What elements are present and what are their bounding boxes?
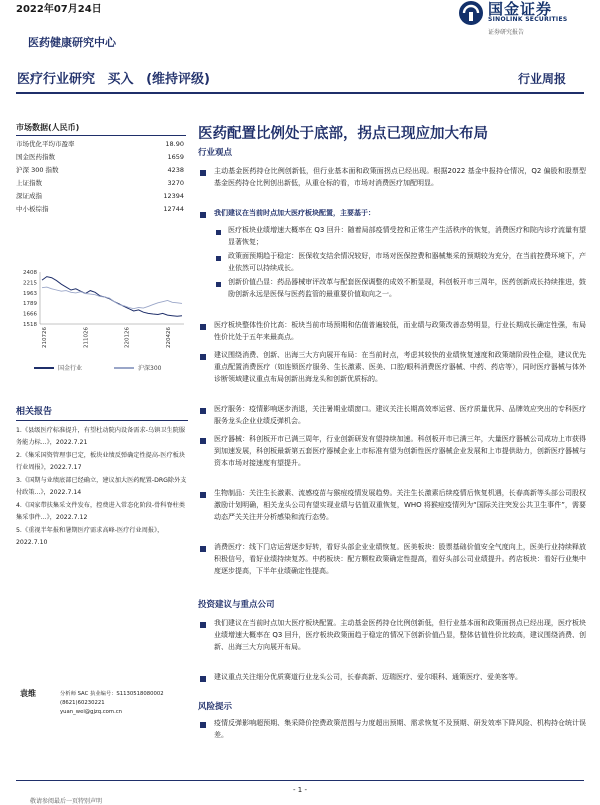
- market-data-label: 国金医药指数: [16, 153, 55, 161]
- para-reason-innovation: 创新价值凸显：药品器械审评改革与配套医保调整的成效不断显现，科创板开市三周年，医药创新成长持续推进，鼓励创新永远是医保与医药监管的最重要价值取向之一。: [228, 278, 586, 299]
- bullet-icon: [200, 722, 206, 728]
- para-medical-services: 医疗服务：疫情影响逐步消退，关注暑期业绩窗口。建议关注长期高效率运营、医疗质量优异、品牌效应突出的专科医疗服务龙头企业业绩反弹机会。: [214, 405, 586, 426]
- market-data-row: [16, 190, 186, 203]
- bullet-icon: [200, 212, 206, 218]
- para-valuation: 医疗板块整体性价比高：板块当前市场预期和估值普遍较低，而业绩与政策改善态势明显，行业长期成长确定性强，布局性价比处于五年来最高点。: [214, 321, 586, 342]
- y-tick-label: 2215: [23, 280, 37, 287]
- report-title: 医药配置比例处于底部，拐点已现应加大布局: [198, 126, 488, 142]
- sub-bullet-icon: [216, 230, 221, 235]
- market-data-title: 市场数据(人民币): [16, 123, 80, 132]
- x-tick-label: 211026: [83, 327, 90, 348]
- legend-swatch-industry: [34, 367, 54, 369]
- bullet-icon: [200, 492, 206, 498]
- market-data-value: 4238: [167, 166, 184, 174]
- rating-buy: 买入: [107, 72, 134, 87]
- logo-mark-icon: [458, 0, 484, 26]
- para-biologics: 生物制品：关注生长激素、流感疫苗与猴痘疫情发展趋势。关注生长激素后续疫情后恢复机遇，长春高新等头部公司股权激励计划明确，相关龙头公司有望实现业绩与估值双重恢复，WHO 将猴痘疫情列为“国际关注突发公共卫生事件”，需要动态严关关注并分析感染和流行态势。: [214, 489, 586, 522]
- related-report-4[interactable]: 4.《国家带扶集采文件发布，控费进入常态化阶段-骨科脊柱类集采事件...》，2022.7.12: [16, 502, 186, 521]
- market-data-row: [16, 177, 186, 190]
- market-data-label: 上证指数: [16, 179, 42, 187]
- analyst-block: [16, 682, 188, 722]
- y-tick-label: 2408: [23, 270, 37, 276]
- bullet-icon: [200, 408, 206, 414]
- analyst-name: 袁维: [20, 689, 36, 698]
- para-consumer-medical: 消费医疗：线下门店运营逐步好转，看好头部企业业绩恢复。医美板块：股票基础价值安全气度向上，医美行业持续释放积极信号，看好业绩持续复苏。中药板块：配方颗粒政策确定性提高，看好头部公司业绩提升。药店板块：看好行业集中度逐步提高，下半年业绩确定性提高。: [214, 543, 586, 576]
- series-line-hs300: [42, 287, 182, 309]
- para-risk: 疫情反弹影响超预期、集采降价控费政策范围与力度超出预期、需求恢复不及预期、研发效率下降风险、机构持仓统计误差。: [214, 719, 586, 740]
- para-fund-holdings: 主动基金医药持仓比例创新低，但行业基本面和政策面拐点已经出现。根据2022 基金中报持仓情况，Q2 偏股和股票型基金医药持仓比例创出新低，从重仓标的看，市场对消费医疗加配明显。: [214, 167, 586, 188]
- y-tick-label: 1518: [23, 322, 37, 328]
- y-tick-label: 1666: [23, 311, 37, 318]
- market-data-value: 1659: [167, 153, 184, 161]
- sub-bullet-icon: [216, 256, 221, 261]
- analyst-info: [60, 690, 164, 717]
- market-data-rule: [16, 135, 186, 136]
- industry-label: 医疗行业研究: [17, 72, 96, 87]
- x-tick-label: 210726: [42, 327, 48, 348]
- para-reasons-intro: 我们建议在当前时点加大医疗板块配置，主要基于：: [214, 209, 375, 217]
- footer-divider: [16, 780, 584, 781]
- chart-legend: [16, 360, 188, 374]
- bullet-icon: [200, 354, 206, 360]
- rating-status: (维持评级): [146, 72, 210, 87]
- company-logo: [458, 0, 598, 34]
- market-data-value: 3270: [167, 179, 184, 187]
- market-data: [16, 122, 186, 216]
- related-reports: [16, 404, 188, 550]
- market-data-label: 中小板综指: [16, 205, 49, 213]
- bullet-icon: [200, 324, 206, 330]
- section-risk: 风险提示: [198, 702, 233, 712]
- bullet-icon: [200, 170, 206, 176]
- page-number: - 1 -: [293, 786, 307, 794]
- analyst-email[interactable]: yuan_wei@gjzq.com.cn: [60, 709, 123, 715]
- section-view: 行业观点: [198, 148, 233, 158]
- market-data-row: [16, 151, 186, 164]
- market-data-value: 12394: [163, 192, 184, 200]
- bullet-icon: [200, 676, 206, 682]
- para-three-directions: 建议围绕消费、创新、出海三大方向展开布局：在当前时点，考虑其较快的业绩恢复速度和政策端阶段性企稳，建议优先重点配置消费医疗（如连锁医疗服务、生长激素、医美、口腔/眼科消费医疗器械、中药、药店等），同时医疗器械与体外诊断领域建议重点布局创新出海龙头和创新优质标的。: [214, 351, 586, 384]
- footer-note: 敬请参阅最后一页特别声明: [30, 798, 103, 805]
- related-report-2[interactable]: 2.《集采国资管理事已定，板块业绩反弹确定性提高-医疗板块行业周报》，2022.7.17: [16, 452, 186, 471]
- market-data-label: 市场优化平均市盈率: [16, 140, 75, 148]
- legend-item-hs300: [114, 363, 161, 372]
- legend-swatch-hs300: [114, 367, 134, 369]
- para-reason-earnings: 医疗板块业绩增速大概率在 Q3 回升：随着局部疫情受控和正常生产生活秩序的恢复，消费医疗和院内诊疗流量有望显著恢复；: [228, 226, 586, 247]
- header-divider: [16, 92, 584, 94]
- x-tick-label: 220126: [124, 327, 131, 348]
- related-reports-title: 相关报告: [16, 404, 188, 421]
- report-type: 行业周报: [517, 72, 566, 86]
- para-advice-companies: 建议重点关注细分优质赛道行业龙头公司，长春高新、迈瑞医疗、爱尔眼科、通策医疗、爱美客等。: [214, 673, 522, 681]
- rating-line: [17, 68, 218, 87]
- para-medical-devices: 医疗器械：科创板开市已满三周年，行业创新研发有望持续加速。科创板开市已满三年，大量医疗器械公司成功上市获得到加速发展，科创板最新第五套医疗器械企业上市标准有望为创新性医疗器械企业发展和上市提供助力，创新医疗器械与资本市场对接速度有望提升。: [214, 435, 586, 468]
- analyst-sac: 分析师 SAC 执业编号：S1130518080002: [60, 691, 164, 697]
- legend-label-industry: 国金行业: [58, 365, 83, 372]
- market-data-row: [16, 138, 186, 151]
- logo-chinese: 国金证券: [488, 0, 553, 18]
- market-data-row: [16, 164, 186, 177]
- logo-tagline: 证券研究报告: [488, 29, 525, 36]
- market-data-row: [16, 203, 186, 216]
- para-advice-allocation: 我们建议在当前时点加大医疗板块配置。主动基金医药持仓比例创新低，但行业基本面和政策面拐点已经出现，医疗板块业绩增速大概率在 Q3 回升，医疗板块政策面趋于稳定的情况下创新价值凸显，整体估值性价比较高，建议围绕消费、创新、出海三大方向展开布局。: [214, 619, 586, 652]
- market-data-value: 18.90: [165, 140, 184, 148]
- series-line-industry: [42, 277, 182, 317]
- legend-item-industry: [34, 363, 82, 372]
- market-data-value: 12744: [163, 205, 184, 213]
- y-tick-label: 1789: [23, 301, 37, 308]
- x-tick-label: 220426: [166, 327, 172, 348]
- index-chart: [16, 268, 188, 350]
- report-date: 2022年07月24日: [16, 4, 102, 15]
- para-reason-policy: 政策面预期趋于稳定：医保收支结余情况较好，市场对医保控费和器械集采的预期较为充分，在当前控费环境下，产业依然可以持续成长。: [228, 252, 586, 273]
- sub-bullet-icon: [216, 282, 221, 287]
- legend-label-hs300: 沪深300: [138, 365, 162, 372]
- related-report-1[interactable]: 1.《县级医疗标准提升，有望杜动院内设备需求-乌镇卫生院服务能力标...》，2022.7.21: [16, 427, 186, 446]
- bullet-icon: [200, 622, 206, 628]
- related-report-3[interactable]: 3.《国期与业绩底部已经确立，建议加大医药配置-DRG除外支付政策...》，2022.7.14: [16, 477, 187, 496]
- market-data-label: 沪深 300 指数: [16, 166, 59, 174]
- related-report-5[interactable]: 5.《重视半年报和暑期医疗需求高峰-医疗行业周报》，2022.7.10: [16, 527, 164, 546]
- analyst-phone: (8621)60230221: [60, 700, 105, 706]
- section-advice: 投资建议与重点公司: [198, 600, 275, 610]
- research-center: 医药健康研究中心: [28, 36, 116, 49]
- bullet-icon: [200, 438, 206, 444]
- bullet-icon: [200, 546, 206, 552]
- y-tick-label: 1963: [23, 290, 37, 297]
- logo-english: SINOLINK SECURITIES: [488, 16, 568, 23]
- market-data-label: 深证成指: [16, 192, 42, 200]
